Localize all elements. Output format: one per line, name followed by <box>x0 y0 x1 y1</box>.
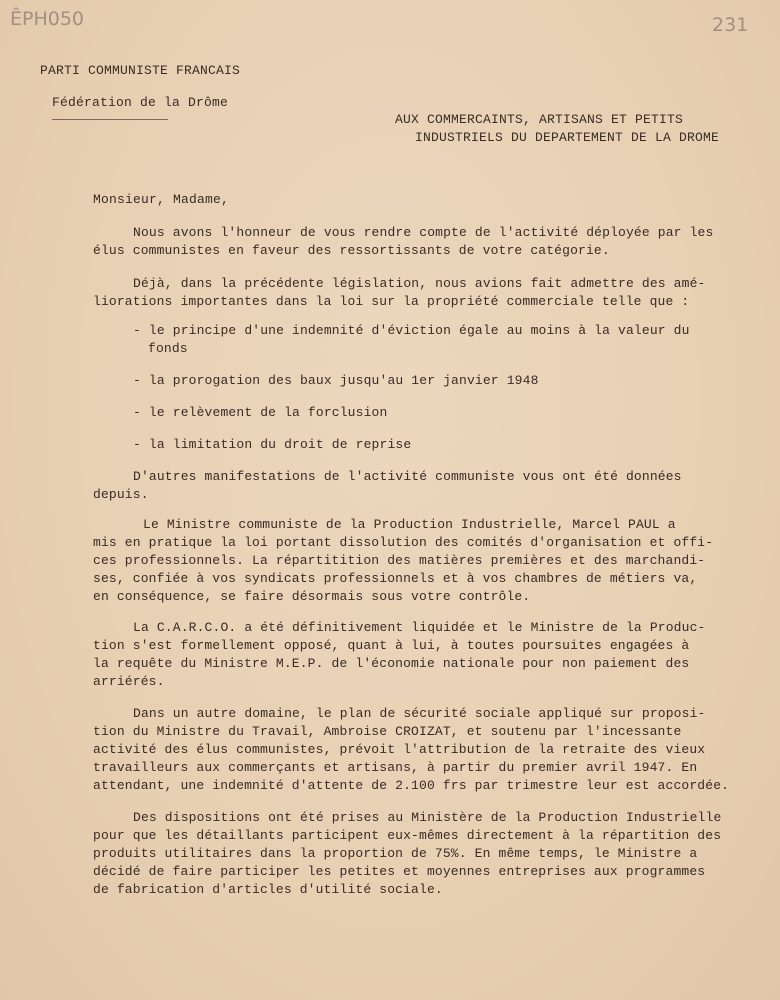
salutation: Monsieur, Madame, <box>93 192 230 207</box>
body-line: tion du Ministre du Travail, Ambroise CROIZAT, et soutenu par l'incessante <box>93 724 682 739</box>
list-item: - la prorogation des baux jusqu'au 1er janvier 1948 <box>133 373 539 388</box>
body-line: attendant, une indemnité d'attente de 2.100 frs par trimestre leur est accordée. <box>93 778 730 793</box>
header-divider <box>52 119 168 120</box>
body-line: Déjà, dans la précédente législation, nous avions fait admettre des amé- <box>133 276 706 291</box>
body-line: liorations importantes dans la loi sur la propriété commerciale telle que : <box>93 294 690 309</box>
body-line: élus communistes en faveur des ressortissants de votre catégorie. <box>93 243 610 258</box>
list-item: - le relèvement de la forclusion <box>133 405 388 420</box>
body-line: activité des élus communistes, prévoit l'attribution de la retraite des vieux <box>93 742 706 757</box>
body-line: D'autres manifestations de l'activité communiste vous ont été données <box>133 469 682 484</box>
archive-reference-left: ÊPH050 <box>10 8 85 30</box>
recipients-line-1: AUX COMMERCAINTS, ARTISANS ET PETITS <box>395 112 684 127</box>
archive-reference-right: 231 <box>712 14 749 36</box>
recipients-line-2: INDUSTRIELS DU DEPARTEMENT DE LA DROME <box>415 130 720 145</box>
body-line: depuis. <box>93 487 149 502</box>
body-line: ces professionnels. La répartitition des matières premières et des marchandi- <box>93 553 706 568</box>
body-line: tion s'est formellement opposé, quant à lui, à toutes poursuites engagées à <box>93 638 690 653</box>
body-line: de fabrication d'articles d'utilité sociale. <box>93 882 443 897</box>
body-line: Dans un autre domaine, le plan de sécurité sociale appliqué sur proposi- <box>133 706 706 721</box>
body-line: arriérés. <box>93 674 165 689</box>
body-line: la requête du Ministre M.E.P. de l'économie nationale pour non paiement des <box>93 656 690 671</box>
body-line: ses, confiée à vos syndicats professionnels et à vos chambres de métiers va, <box>93 571 698 586</box>
list-item-continuation: fonds <box>148 341 188 356</box>
party-name: PARTI COMMUNISTE FRANCAIS <box>40 63 241 78</box>
body-line: La C.A.R.C.O. a été définitivement liquidée et le Ministre de la Produc- <box>133 620 706 635</box>
body-line: Des dispositions ont été prises au Ministère de la Production Industrielle <box>133 810 722 825</box>
body-line: Nous avons l'honneur de vous rendre compte de l'activité déployée par les <box>133 225 714 240</box>
federation-name: Fédération de la Drôme <box>52 95 229 110</box>
body-line: décidé de faire participer les petites et moyennes entreprises aux programmes <box>93 864 706 879</box>
list-item: - le principe d'une indemnité d'éviction égale au moins à la valeur du <box>133 323 690 338</box>
body-line: mis en pratique la loi portant dissolution des comités d'organisation et offi- <box>93 535 714 550</box>
body-line: Le Ministre communiste de la Production Industrielle, Marcel PAUL a <box>143 517 676 532</box>
list-item: - la limitation du droit de reprise <box>133 437 412 452</box>
body-line: en conséquence, se faire désormais sous votre contrôle. <box>93 589 531 604</box>
body-line: travailleurs aux commerçants et artisans, à partir du premier avril 1947. En <box>93 760 698 775</box>
body-line: pour que les détaillants participent eux-mêmes directement à la répartition des <box>93 828 722 843</box>
body-line: produits utilitaires dans la proportion de 75%. En même temps, le Ministre a <box>93 846 698 861</box>
